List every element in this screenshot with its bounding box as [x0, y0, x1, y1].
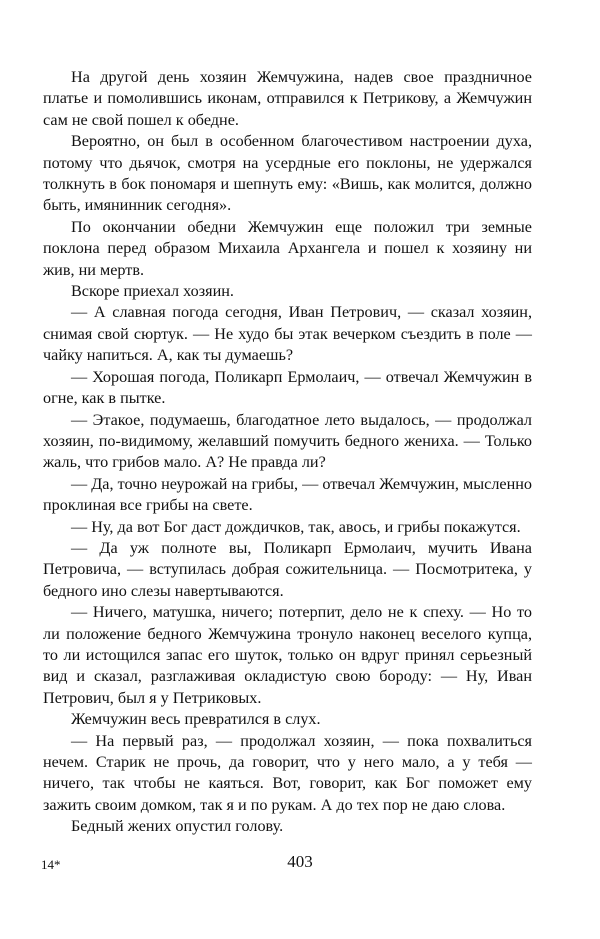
paragraph: По окончании обедни Жемчужин еще положил три земные поклона перед образом Михаила Архангела и пошел к хозяину ни жив, ни мертв.	[43, 217, 532, 279]
paragraph: — Да, точно неурожай на грибы, — отвечал Жемчужин, мысленно проклиная все грибы на свете.	[43, 474, 532, 515]
paragraph: — А славная погода сегодня, Иван Петрович, — сказал хозяин, снимая свой сюртук. — Не худо бы этак вечерком съездить в поле — чайку напиться. А, как ты думаешь?	[43, 303, 532, 365]
body-text	[43, 67, 532, 838]
paragraph: Бедный жених опустил голову.	[71, 817, 284, 836]
paragraph: — Хорошая погода, Поликарп Ермолаич, — отвечал Жемчужин в огне, как в пытке.	[43, 367, 532, 408]
paragraph: — Да уж полноте вы, Поликарп Ермолаич, мучить Ивана Петровича, — вступилась добрая сожительница. — Посмотритека, у бедного ино слезы навертываются.	[43, 538, 532, 600]
paragraph: — Этакое, подумаешь, благодатное лето выдалось, — продолжал хозяин, по-видимому, желавший помучить бедного жениха. — Только жаль, что грибов мало. А? Не правда ли?	[43, 410, 532, 472]
paragraph: На другой день хозяин Жемчужина, надев свое праздничное платье и помолившись иконам, отправился к Петрикову, а Жемчужин сам не свой пошел к обедне.	[43, 68, 532, 129]
paragraph: — Ну, да вот Бог даст дождичков, так, авось, и грибы покажутся.	[71, 517, 521, 536]
paragraph: — Ничего, матушка, ничего; потерпит, дело не к спеху. — Но то ли положение бедного Жемчужина тронуло наконец веселого купца, то ли истощился запас его шуток, только он вдруг принял серьезный вид и сказал, разглаживая окладистую свою бороду: — Ну, Иван Петрович, был я у Петриковых.	[43, 603, 532, 707]
paragraph: Вероятно, он был в особенном благочестивом настроении духа, потому что дьячок, смотря на усердные его поклоны, не удержался толкнуть в бок пономаря и шепнуть ему: «Вишь, как молится, должно быть, имянинник сегодня».	[43, 132, 532, 215]
paragraph: Жемчужин весь превратился в слух.	[71, 710, 321, 729]
page-number: 403	[287, 852, 313, 871]
printer-signature: 14*	[41, 857, 61, 872]
paragraph: Вскоре приехал хозяин.	[71, 282, 234, 301]
paragraph: — На первый раз, — продолжал хозяин, — пока похвалиться нечем. Старик не прочь, да говорит, что у него мало, а у тебя — ничего, так чтобы не каяться. Вот, говорит, как Бог поможет ему зажить своим домком, так я и по рукам. А до тех пор не даю слова.	[43, 731, 532, 814]
